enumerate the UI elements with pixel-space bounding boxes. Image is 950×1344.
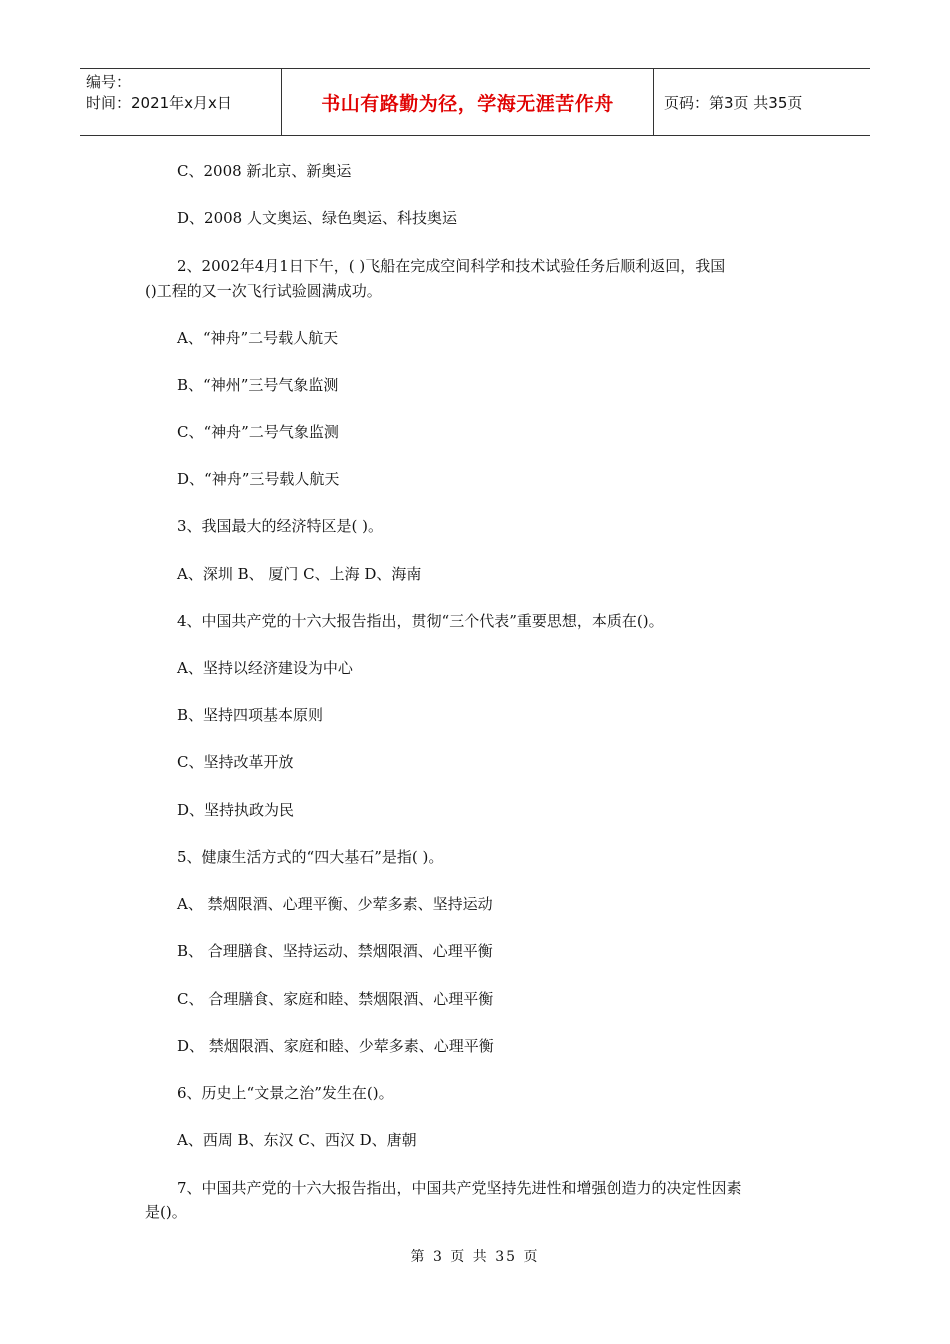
- question-text: 2、2002年4月1日下午，( )飞船在完成空间科学和技术试验任务后顺利返回，我国: [177, 257, 726, 275]
- document-number-label: 编号：: [86, 73, 132, 91]
- question-text-continued: 是()。: [145, 1203, 187, 1221]
- option-line: B、坚持四项基本原则: [177, 706, 324, 724]
- option-line: C、 合理膳食、家庭和睦、禁烟限酒、心理平衡: [177, 990, 494, 1008]
- question-text: 6、历史上“文景之治”发生在()。: [177, 1084, 394, 1102]
- option-line: B、“神州”三号气象监测: [177, 376, 339, 394]
- header-page-info: [654, 69, 870, 135]
- option-line: C、坚持改革开放: [177, 753, 294, 771]
- option-line: D、“神舟”三号载人航天: [177, 470, 340, 488]
- option-line: A、 禁烟限酒、心理平衡、少荤多素、坚持运动: [177, 895, 493, 913]
- option-line: C、“神舟”二号气象监测: [177, 423, 339, 441]
- option-line: D、 禁烟限酒、家庭和睦、少荤多素、心理平衡: [177, 1037, 494, 1055]
- question-text: 3、我国最大的经济特区是( )。: [177, 517, 384, 535]
- header-motto-cell: [282, 69, 654, 135]
- option-line: A、“神舟”二号载人航天: [177, 329, 339, 347]
- question-text: 4、中国共产党的十六大报告指出，贯彻“三个代表”重要思想，本质在()。: [177, 612, 664, 630]
- option-line: B、 合理膳食、坚持运动、禁烟限酒、心理平衡: [177, 942, 493, 960]
- text-line: C、2008 新北京、新奥运: [177, 162, 352, 180]
- option-line: A、西周 B、东汉 C、西汉 D、唐朝: [177, 1131, 417, 1149]
- page-footer: 第 3 页 共 35 页: [410, 1249, 540, 1265]
- option-line: D、坚持执政为民: [177, 801, 295, 819]
- document-time-label: 时间：2021年x月x日: [86, 94, 232, 112]
- text-line: D、2008 人文奥运、绿色奥运、科技奥运: [177, 209, 457, 227]
- page-header: [80, 68, 870, 136]
- header-info: [80, 69, 282, 135]
- header-motto: 书山有路勤为径，学海无涯苦作舟: [321, 92, 614, 115]
- question-text: 7、中国共产党的十六大报告指出，中国共产党坚持先进性和增强创造力的决定性因素: [177, 1179, 742, 1197]
- question-text: 5、健康生活方式的“四大基石”是指( )。: [177, 848, 444, 866]
- option-line: A、深圳 B、 厦门 C、上海 D、海南: [177, 565, 422, 583]
- question-text-continued: ()工程的又一次飞行试验圆满成功。: [145, 282, 382, 300]
- option-line: A、坚持以经济建设为中心: [177, 659, 353, 677]
- page-number-label: 页码：第3页 共35页: [664, 93, 803, 112]
